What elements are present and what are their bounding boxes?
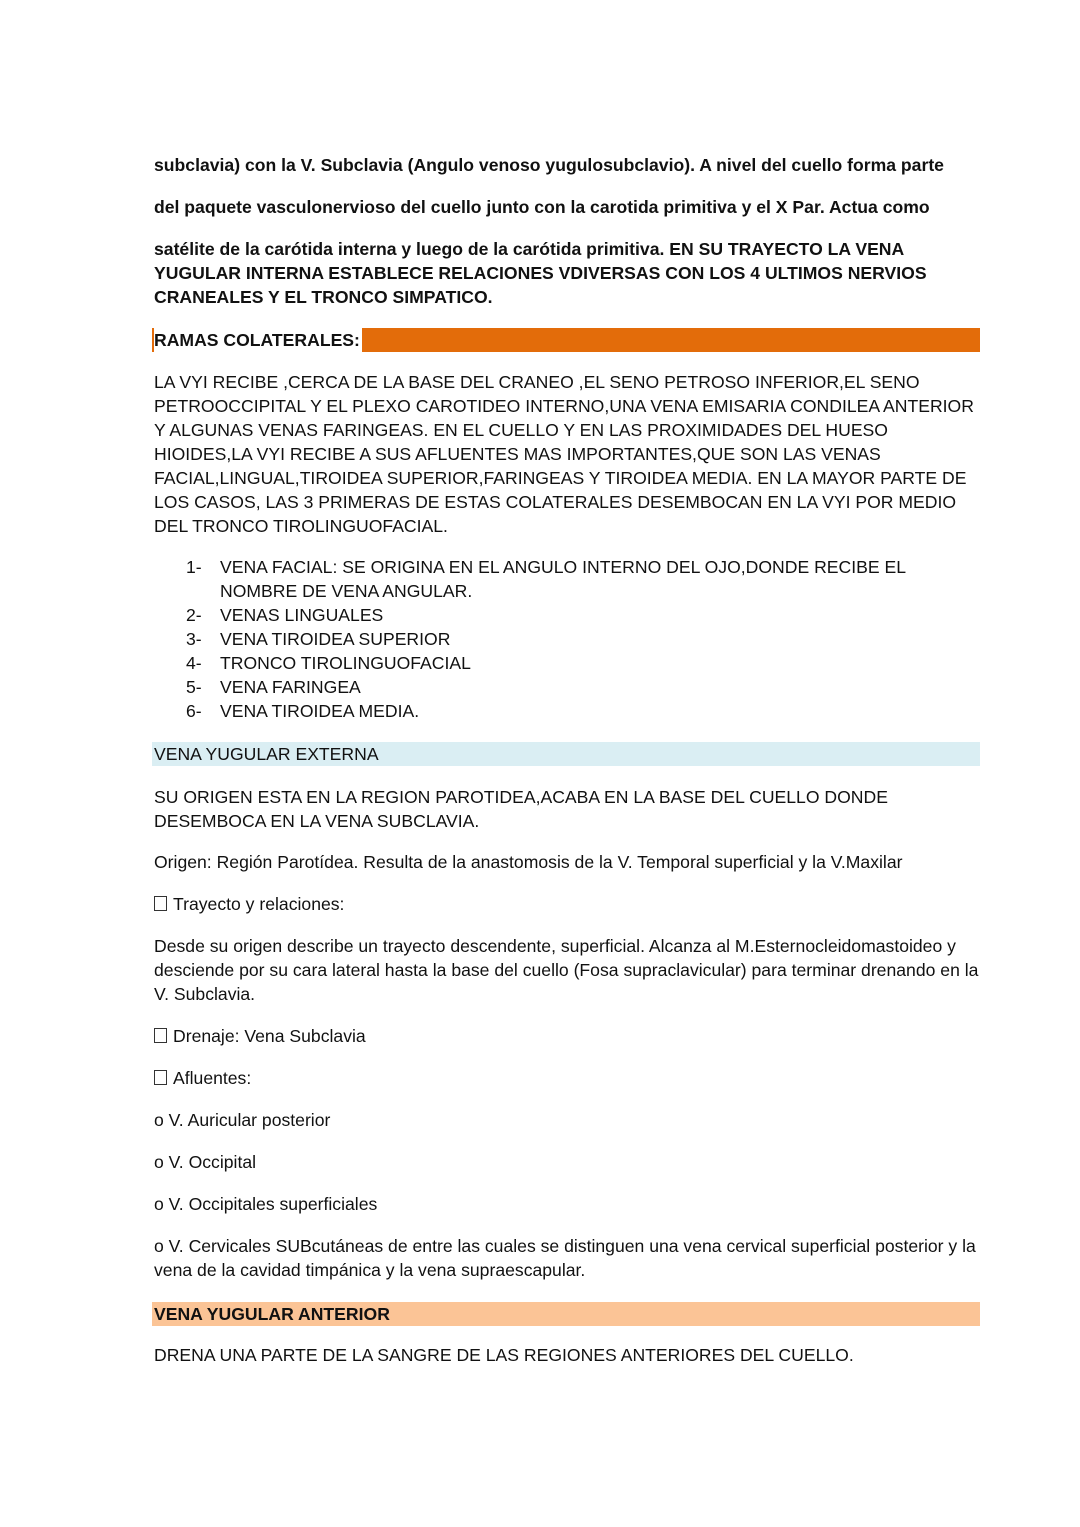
list-item xyxy=(186,675,980,699)
list-text: VENA TIROIDEA SUPERIOR xyxy=(220,629,451,649)
list-item xyxy=(186,603,980,627)
list-number: 5- xyxy=(186,677,202,697)
ramas-intro-paragraph: LA VYI RECIBE ,CERCA DE LA BASE DEL CRANEO ,EL SENO PETROSO INFERIOR,EL SENO PETROOCCIPITAL Y EL PLEXO CAROTIDEO INTERNO,UNA VENA EMISARIA CONDILEA ANTERIOR Y ALGUNAS VENAS FARINGEAS. EN EL CUELLO Y EN LAS PROXIMIDADES DEL HUESO HIOIDES,LA VYI RECIBE A SUS AFLUENTES MAS IMPORTANTES,QUE SON LAS VENAS FACIAL,LINGUAL,TIROIDEA SUPERIOR,FARINGEAS Y TIROIDEA MEDIA. EN LA MAYOR PARTE DE LOS CASOS, LAS 3 PRIMERAS DE ESTAS COLATERALES DESEMBOCAN EN LA VYI POR MEDIO DEL TRONCO TIROLINGUOFACIAL. xyxy=(154,372,974,536)
trayecto-label: Trayecto y relaciones: xyxy=(173,894,345,914)
paragraph-continuation-1: subclavia) con la V. Subclavia (Angulo venoso yugulosubclavio). A nivel del cuello forma parte xyxy=(154,155,944,175)
list-text: VENA FARINGEA xyxy=(220,677,361,697)
list-number: 3- xyxy=(186,629,202,649)
afluente-item: o V. Auricular posterior xyxy=(154,1110,331,1130)
checkbox-bullet-icon xyxy=(154,1028,167,1043)
list-number: 2- xyxy=(186,605,202,625)
list-item xyxy=(186,627,980,651)
checkbox-bullet-icon xyxy=(154,896,167,911)
list-item xyxy=(186,651,980,675)
afluentes-line xyxy=(154,1066,980,1090)
paragraph-continuation-3: satélite de la carótida interna y luego de la carótida primitiva. EN SU TRAYECTO LA VENA YUGULAR INTERNA ESTABLECE RELACIONES VDIVERSAS CON LOS 4 ULTIMOS NERVIOS CRANEALES Y EL TRONCO SIMPATICO. xyxy=(154,239,927,307)
vye-origen-paragraph: SU ORIGEN ESTA EN LA REGION PAROTIDEA,ACABA EN LA BASE DEL CUELLO DONDE DESEMBOCA EN LA VENA SUBCLAVIA. xyxy=(154,787,888,831)
trayecto-label-line xyxy=(154,892,980,916)
vya-paragraph: DRENA UNA PARTE DE LA SANGRE DE LAS REGIONES ANTERIORES DEL CUELLO. xyxy=(154,1345,854,1365)
heading-vena-yugular-externa xyxy=(152,742,980,766)
trayecto-paragraph: Desde su origen describe un trayecto descendente, superficial. Alcanza al M.Esternocleidomastoideo y desciende por su cara lateral hasta la base del cuello (Fosa supraclavicular) para terminar drenando en la V. Subclavia. xyxy=(154,936,979,1004)
list-number: 4- xyxy=(186,653,202,673)
list-item xyxy=(186,555,980,603)
list-text: VENA TIROIDEA MEDIA. xyxy=(220,701,420,721)
paragraph-continuation-2: del paquete vasculonervioso del cuello junto con la carotida primitiva y el X Par. Actua como xyxy=(154,197,930,217)
ramas-list xyxy=(186,555,980,723)
afluente-item: o V. Occipital xyxy=(154,1152,257,1172)
afluente-item: o V. Occipitales superficiales xyxy=(154,1194,378,1214)
drenaje-text: Drenaje: Vena Subclavia xyxy=(173,1026,366,1046)
heading-vena-yugular-anterior xyxy=(152,1302,980,1326)
list-text: VENAS LINGUALES xyxy=(220,605,384,625)
list-item xyxy=(186,699,980,723)
drenaje-line xyxy=(154,1024,980,1048)
afluente-item: o V. Cervicales SUBcutáneas de entre las cuales se distinguen una vena cervical superficial posterior y la vena de la cavidad timpánica y la vena supraescapular. xyxy=(154,1236,976,1280)
heading-vya-label: VENA YUGULAR ANTERIOR xyxy=(154,1304,390,1324)
afluentes-label: Afluentes: xyxy=(173,1068,252,1088)
checkbox-bullet-icon xyxy=(154,1070,167,1085)
heading-vye-label: VENA YUGULAR EXTERNA xyxy=(154,744,379,764)
heading-ramas-colaterales xyxy=(152,328,980,352)
heading-ramas-label: RAMAS COLATERALES: xyxy=(154,330,360,350)
list-text: VENA FACIAL: SE ORIGINA EN EL ANGULO INTERNO DEL OJO,DONDE RECIBE EL NOMBRE DE VENA ANGULAR. xyxy=(220,557,906,601)
origen-paragraph: Origen: Región Parotídea. Resulta de la anastomosis de la V. Temporal superficial y la V.Maxilar xyxy=(154,852,903,872)
list-number: 1- xyxy=(186,557,202,577)
list-text: TRONCO TIROLINGUOFACIAL xyxy=(220,653,471,673)
list-number: 6- xyxy=(186,701,202,721)
